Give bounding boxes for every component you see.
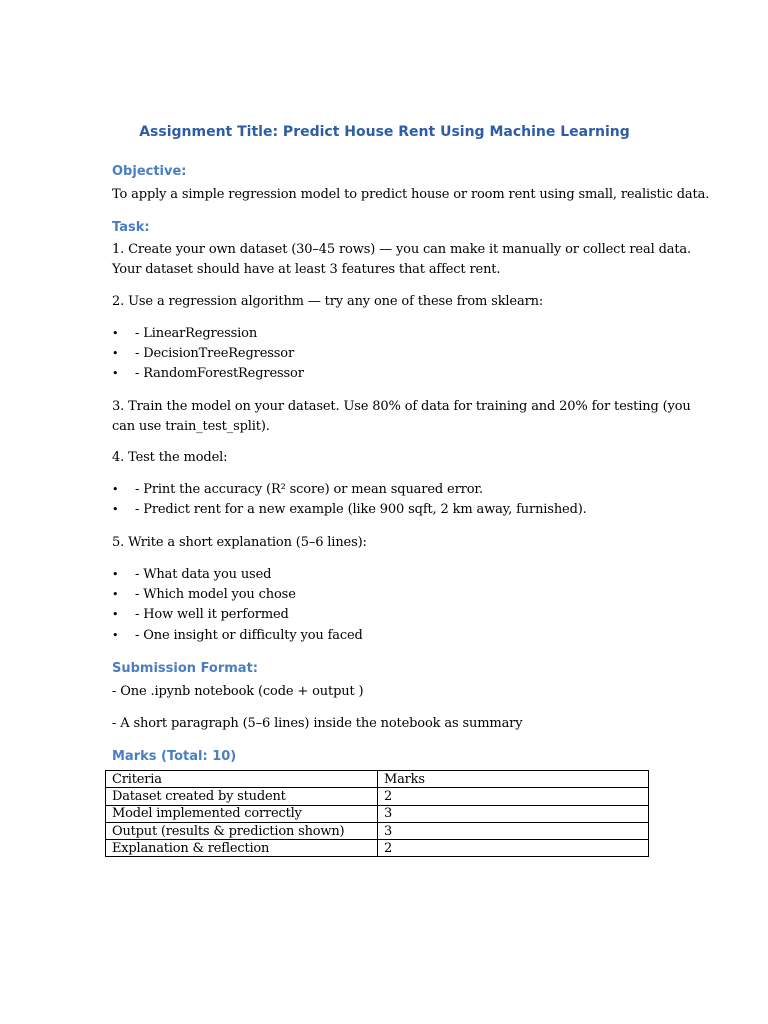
submission-heading: Submission Format: xyxy=(112,661,258,676)
objective-line: To apply a simple regression model to predict house or room rent using small, realistic data. xyxy=(112,187,710,202)
list-item-text: - What data you used xyxy=(135,567,272,582)
marks-cell: 3 xyxy=(378,805,649,822)
task-step-1 xyxy=(112,240,691,279)
task-step-5 xyxy=(112,533,657,553)
table-row xyxy=(106,805,649,822)
objective-heading: Objective: xyxy=(112,164,187,179)
marks-cell: 2 xyxy=(378,840,649,857)
bullet-icon: • xyxy=(112,483,119,496)
table-header-row xyxy=(106,771,649,788)
task-step-2 xyxy=(112,292,657,312)
list-item-text: - One insight or difficulty you faced xyxy=(135,627,363,643)
marks-heading: Marks (Total: 10) xyxy=(112,749,237,764)
list-item-text: - RandomForestRegressor xyxy=(135,366,304,382)
marks-cell: 2 xyxy=(378,788,649,805)
list-item xyxy=(112,364,304,384)
step1-line2: Your dataset should have at least 3 features that affect rent. xyxy=(112,261,501,277)
list-item xyxy=(112,480,587,500)
list-item-text: - DecisionTreeRegressor xyxy=(135,346,295,362)
task-heading: Task: xyxy=(112,220,150,235)
list-item-text: - Print the accuracy (R² score) or mean squared error. xyxy=(135,482,483,497)
step5-line: 5. Write a short explanation (5–6 lines): xyxy=(112,535,367,550)
step3-line1: 3. Train the model on your dataset. Use 80% of data for training and 20% for testing (you xyxy=(112,399,691,414)
list-item xyxy=(112,324,304,344)
step4-line: 4. Test the model: xyxy=(112,450,228,465)
table-row xyxy=(106,822,649,839)
bullet-icon: • xyxy=(112,367,119,381)
list-item xyxy=(112,585,363,605)
task-step-3 xyxy=(112,397,691,436)
submission-line-1 xyxy=(112,682,657,702)
table-row xyxy=(106,840,649,857)
bullet-icon: • xyxy=(112,608,119,622)
bullet-icon: • xyxy=(112,568,119,581)
bullet-icon: • xyxy=(112,503,119,517)
criteria-cell: Explanation & reflection xyxy=(106,840,378,857)
submission-text: - One .ipynb notebook (code + output ) xyxy=(112,684,364,699)
list-item xyxy=(112,605,363,625)
criteria-cell: Output (results & prediction shown) xyxy=(106,822,378,839)
bullet-icon: • xyxy=(112,588,119,602)
test-list xyxy=(112,480,587,520)
column-header: Marks xyxy=(378,771,649,788)
assignment-title: Assignment Title: Predict House Rent Using Machine Learning xyxy=(139,124,630,140)
bullet-icon: • xyxy=(112,347,119,361)
algorithm-list xyxy=(112,324,304,385)
task-step-4 xyxy=(112,448,657,468)
objective-text xyxy=(112,185,710,205)
marks-cell: 3 xyxy=(378,822,649,839)
bullet-icon: • xyxy=(112,628,119,642)
list-item-text: - LinearRegression xyxy=(135,326,258,341)
submission-line-2 xyxy=(112,714,657,734)
list-item xyxy=(112,626,363,646)
bullet-icon: • xyxy=(112,327,119,340)
marks-table xyxy=(105,770,649,857)
step3-line2: can use train_test_split). xyxy=(112,418,270,434)
submission-text: - A short paragraph (5–6 lines) inside the notebook as summary xyxy=(112,716,523,731)
explanation-list xyxy=(112,565,363,646)
table-row xyxy=(106,788,649,805)
list-item xyxy=(112,344,304,364)
list-item-text: - How well it performed xyxy=(135,607,289,623)
list-item xyxy=(112,565,363,585)
step1-line1: 1. Create your own dataset (30–45 rows) — you can make it manually or collect real data. xyxy=(112,242,691,257)
list-item-text: - Which model you chose xyxy=(135,587,296,603)
criteria-cell: Dataset created by student xyxy=(106,788,378,805)
criteria-cell: Model implemented correctly xyxy=(106,805,378,822)
step2-line: 2. Use a regression algorithm — try any one of these from sklearn: xyxy=(112,294,544,309)
column-header: Criteria xyxy=(106,771,378,788)
list-item-text: - Predict rent for a new example (like 900 sqft, 2 km away, furnished). xyxy=(135,502,587,518)
list-item xyxy=(112,500,587,520)
